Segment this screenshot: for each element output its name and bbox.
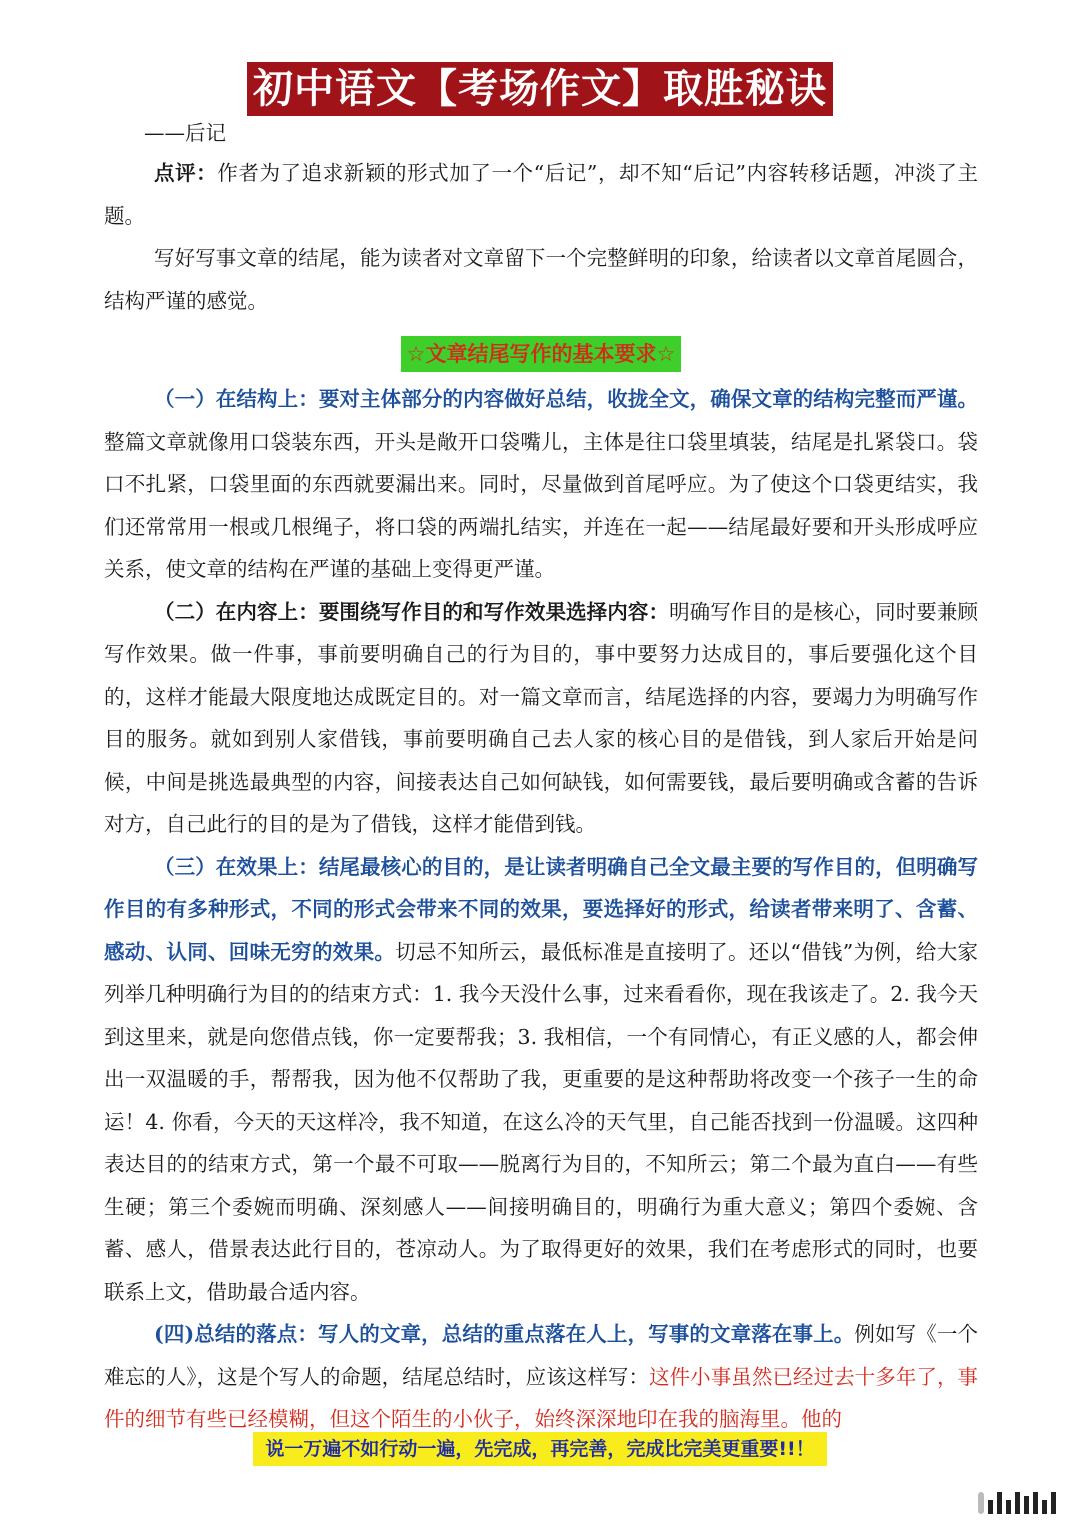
requirement-content-label: （二）在内容上：要围绕写作目的和写作效果选择内容： — [154, 599, 670, 624]
comment-label: 点评： — [154, 161, 218, 185]
requirement-focus-text: 例如写《一个难忘的人》，这是个写人的命题，结尾总结时，应该这样写： — [104, 1322, 978, 1389]
requirement-effect-text: 切忌不知所云，最低标准是直接明了。还以“借钱”为例，给大家列举几种明确行为目的的结束方式：1. 我今天没什么事，过来看看你，现在我该走了。2. 我今天到这里来，就是向您借点钱，你一定要帮我；3. 我相信，一个有同情心，有正义感的人，都会伸出一双温暖的手，帮帮我，因为他不仅帮助了我，更重要的是这种帮助将改变一个孩子一生的命运！4. 你看，今天的天这样冷，我不知道，在这么冷的天气里，自己能否找到一份温暖。这四种表达目的的结束方式，第一个最不可取——脱离行为目的，不知所云；第二个最为直白——有些生硬；第三个委婉而明确、深刻感人——间接明确目的，明确行为重大意义；第四个委婉、含蓄、感人，借景表达此行目的，苍凉动人。为了取得更好的效果，我们在考虑形式的同时，也要联系上文，借助最合适内容。 — [104, 939, 979, 1304]
footer-slogan: 说一万遍不如行动一遍，先完成，再完善，完成比完美更重要!!！ — [253, 1432, 826, 1466]
requirement-focus — [104, 1313, 978, 1441]
section-heading: ☆文章结尾写作的基本要求☆ — [401, 336, 682, 372]
article-body — [104, 116, 978, 1441]
requirement-focus-example: 这件小事虽然已经过去十多年了，事件的细节有些已经模糊，但这个陌生的小伙子，始终深深地印在我的脑海里。他的 — [104, 1364, 979, 1431]
requirement-structure — [104, 378, 978, 591]
requirement-content — [104, 591, 978, 846]
requirement-content-text: 明确写作目的是核心，同时要兼顾写作效果。做一件事，事前要明确自己的行为目的，事中要努力达成目的，事后要强化这个目的，这样才能最大限度地达成既定目的。对一篇文章而言，结尾选择的内容，要竭力为明确写作目的服务。就如到别人家借钱，事前要明确自己去人家的核心目的是借钱，到人家后开始是问候，中间是挑选最典型的内容，间接表达自己如何缺钱，如何需要钱，最后要明确或含蓄的告诉对方，自己此行的目的是为了借钱，这样才能借到钱。 — [104, 599, 978, 836]
footer-banner — [0, 1432, 1080, 1466]
requirement-focus-label: (四)总结的落点：写人的文章，总结的重点落在人上，写事的文章落在事上。 — [154, 1322, 855, 1346]
comment-paragraph — [104, 152, 978, 237]
section-heading-block — [104, 336, 978, 372]
requirement-structure-text: 整篇文章就像用口袋装东西，开头是敞开口袋嘴儿，主体是往口袋里填装，结尾是扎紧袋口。袋口不扎紧，口袋里面的东西就要漏出来。同时，尽量做到首尾呼应。为了使这个口袋更结实，我们还常常用一根或几根绳子，将口袋的两端扎结实，并连在一起——结尾最好要和开头形成呼应关系，使文章的结构在严谨的基础上变得更严谨。 — [104, 429, 978, 581]
houji-label: ——后记 — [144, 121, 226, 145]
requirement-structure-label: （一）在结构上：要对主体部分的内容做好总结，收拢全文，确保文章的结构完整而严谨。 — [154, 387, 978, 411]
requirement-effect-label: （三）在效果上：结尾最核心的目的，是让读者明确自己全文最主要的写作目的，但明确写作目的有多种形式，不同的形式会带来不同的效果，要选择好的形式，给读者带来明了、含蓄、感动、认同、回味无穷的效果。 — [104, 854, 978, 964]
corner-barcode-icon — [978, 1492, 1056, 1514]
intro-paragraph: 写好写事文章的结尾，能为读者对文章留下一个完整鲜明的印象，给读者以文章首尾圆合，结构严谨的感觉。 — [104, 246, 978, 313]
title-block — [0, 62, 1080, 116]
comment-text: 作者为了追求新颖的形式加了一个“后记”，却不知“后记”内容转移话题，冲淡了主题。 — [104, 161, 979, 228]
page-title: 初中语文【考场作文】取胜秘诀 — [247, 62, 833, 116]
requirement-effect — [104, 846, 978, 1314]
